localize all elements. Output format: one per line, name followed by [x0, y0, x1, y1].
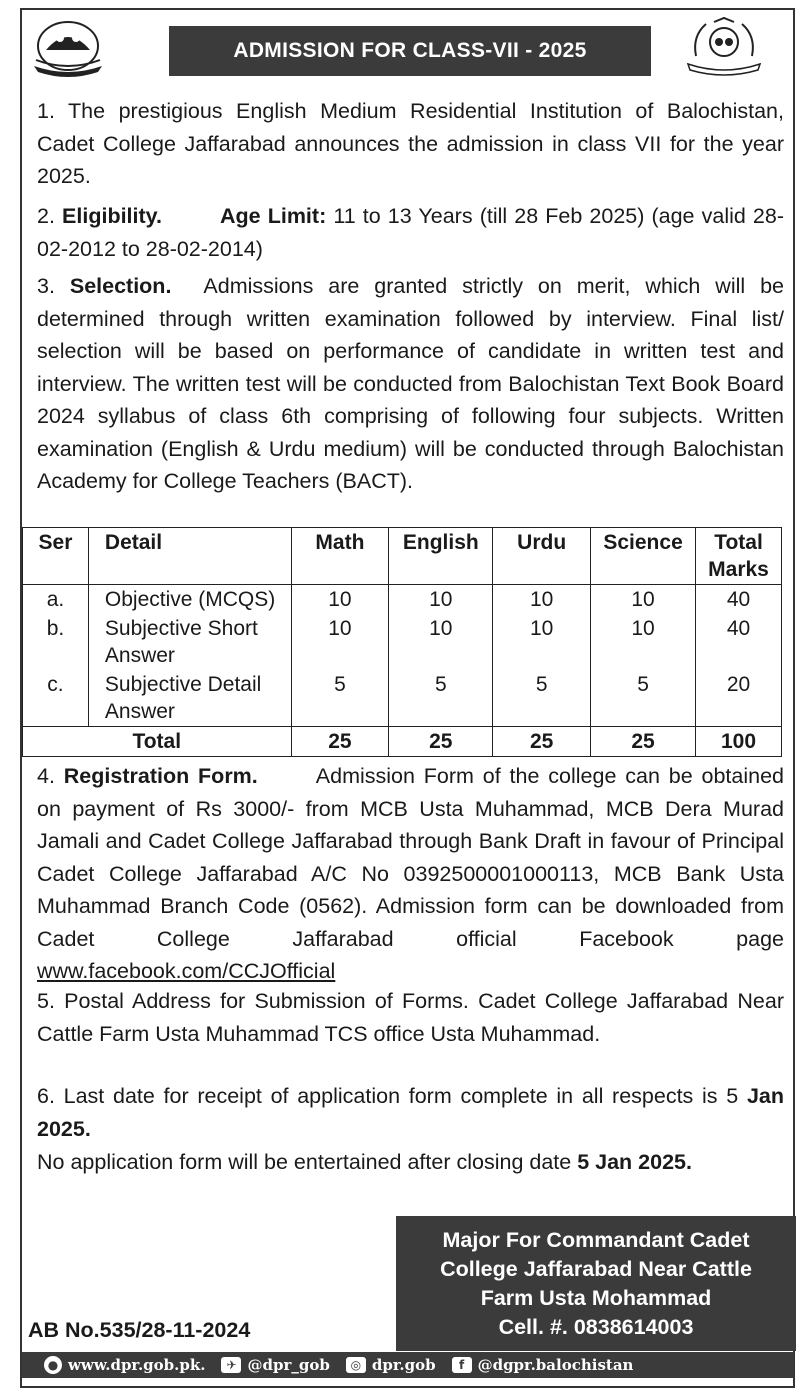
- total-label: Total: [23, 727, 292, 757]
- age-limit-label: Age Limit:: [220, 204, 327, 228]
- signature-line: Major For Commandant Cadet: [442, 1227, 750, 1252]
- column-header: Ser: [23, 528, 89, 585]
- registration-heading: Registration Form.: [63, 764, 258, 788]
- footer-instagram[interactable]: [346, 1356, 436, 1374]
- selection-text: Admissions are granted strictly on merit, which will be determined through written examination followed by interview. Final list/ selection will be based on performance of candidate in written test and interview. The written test will be conducted from Balochistan Text Book Board 2024 syllabus of class 6th comprising of following four subjects. Written examination (English & Urdu medium) will be conducted through Balochistan Academy for College Teachers (BACT).: [37, 274, 784, 493]
- eligibility-heading: Eligibility.: [62, 204, 162, 228]
- column-header: Science: [591, 528, 696, 585]
- total-cell: 40: [696, 585, 782, 615]
- instagram-icon: ◎: [346, 1357, 366, 1373]
- science-cell: 10: [591, 585, 696, 615]
- signature-line: College Jaffarabad Near Cattle: [440, 1256, 752, 1281]
- paragraph-registration: [37, 760, 784, 988]
- last-date-text: 6. Last date for receipt of application form complete in all respects is 5: [37, 1084, 739, 1108]
- paragraph-last-date: [37, 1080, 784, 1145]
- paragraph-1: 1. The prestigious English Medium Residential Institution of Balochistan, Cadet College Jaffarabad announces the admission in class VII for the year 2025.: [37, 99, 784, 188]
- paragraph-selection: [37, 270, 784, 498]
- footer-facebook[interactable]: [452, 1356, 634, 1374]
- signature-phone: Cell. #. 0838614003: [498, 1314, 694, 1339]
- table-row: [23, 670, 782, 727]
- instagram-handle: dpr.gob: [371, 1356, 436, 1374]
- eligibility-text: 11 to 13 Years (till 28 Feb 2025) (age valid 28-02-2012 to 28-02-2014): [37, 204, 784, 261]
- globe-icon: ●: [44, 1356, 62, 1374]
- closing-note-text: No application form will be entertained after closing date: [37, 1150, 572, 1174]
- detail-cell: Subjective Detail Answer: [88, 670, 291, 727]
- registration-text: Admission Form of the college can be obtained on payment of Rs 3000/- from MCB Usta Muhammad, MCB Dera Murad Jamali and Cadet College Jaffarabad through Bank Draft in favour of Principal Cadet College Jaffarabad A/C No 0392500001000113, MCB Bank Usta Muhammad Branch Code (0562). Admission form can be downloaded from Cadet College Jaffarabad official Facebook page: [37, 764, 784, 951]
- math-cell: 10: [291, 585, 389, 615]
- column-header: Total Marks: [696, 528, 782, 585]
- footer-twitter[interactable]: [221, 1356, 329, 1374]
- math-cell: 10: [291, 614, 389, 670]
- paragraph-closing-note: [37, 1146, 784, 1179]
- balochistan-govt-emblem: [26, 16, 110, 78]
- website-text: www.dpr.gob.pk.: [68, 1356, 206, 1374]
- english-total: 25: [389, 727, 493, 757]
- dpr-footer-bar: [22, 1352, 794, 1378]
- column-header: Urdu: [493, 528, 591, 585]
- table-total-row: [23, 727, 782, 757]
- detail-cell: Subjective Short Answer: [88, 614, 291, 670]
- urdu-cell: 5: [493, 670, 591, 727]
- english-cell: 5: [389, 670, 493, 727]
- signature-line: Farm Usta Mohammad: [480, 1285, 712, 1310]
- urdu-cell: 10: [493, 614, 591, 670]
- para-number: 3.: [37, 274, 55, 298]
- table-row: [23, 585, 782, 615]
- column-header: English: [389, 528, 493, 585]
- table-header-row: [23, 528, 782, 585]
- science-cell: 10: [591, 614, 696, 670]
- paragraph-postal-address: 5. Postal Address for Submission of Forms. Cadet College Jaffarabad Near Cattle Farm Usta Muhammad TCS office Usta Muhammad.: [37, 989, 784, 1046]
- footer-website[interactable]: [44, 1356, 205, 1374]
- twitter-icon: ✈: [221, 1357, 241, 1373]
- ser-cell: a.: [23, 585, 89, 615]
- marks-table: [22, 527, 782, 757]
- total-cell: 40: [696, 614, 782, 670]
- para-number: 4.: [37, 764, 55, 788]
- ser-cell: c.: [23, 670, 89, 727]
- grand-total: 100: [696, 727, 782, 757]
- column-header: Math: [291, 528, 389, 585]
- selection-heading: Selection.: [69, 274, 172, 298]
- urdu-cell: 10: [493, 585, 591, 615]
- total-cell: 20: [696, 670, 782, 727]
- english-cell: 10: [389, 585, 493, 615]
- math-total: 25: [291, 727, 389, 757]
- closing-date-value: 5 Jan 2025.: [577, 1150, 692, 1174]
- facebook-handle: @dgpr.balochistan: [477, 1356, 634, 1374]
- twitter-handle: @dpr_gob: [247, 1356, 330, 1374]
- detail-cell: Objective (MCQS): [88, 585, 291, 615]
- science-total: 25: [591, 727, 696, 757]
- ser-cell: b.: [23, 614, 89, 670]
- science-cell: 5: [591, 670, 696, 727]
- english-cell: 10: [389, 614, 493, 670]
- ad-title: ADMISSION FOR CLASS-VII - 2025: [169, 26, 651, 76]
- table-row: [23, 614, 782, 670]
- last-date-value: Jan 2025.: [37, 1084, 784, 1141]
- signature-block: [396, 1216, 796, 1351]
- facebook-icon: f: [452, 1357, 472, 1373]
- para-number: 2.: [37, 204, 55, 228]
- cadet-college-crest: [682, 16, 766, 78]
- ab-number: AB No.535/28-11-2024: [28, 1318, 251, 1342]
- facebook-page-link[interactable]: www.facebook.com/CCJOfficial: [37, 959, 336, 983]
- math-cell: 5: [291, 670, 389, 727]
- urdu-total: 25: [493, 727, 591, 757]
- column-header: Detail: [88, 528, 291, 585]
- paragraph-eligibility: [37, 200, 784, 265]
